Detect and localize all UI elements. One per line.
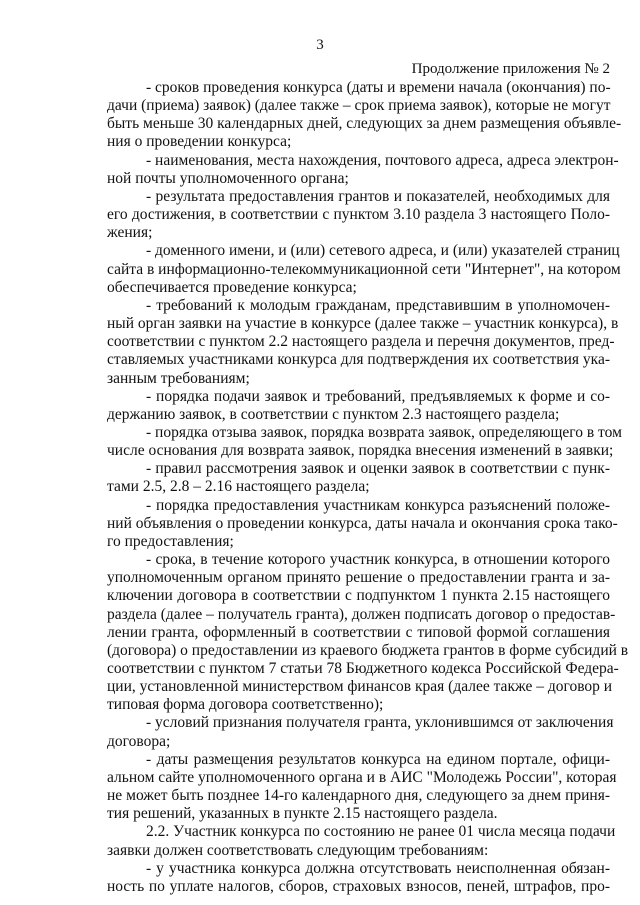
paragraph-line: тия решений, указанных в пункте 2.15 настоящего раздела. (107, 805, 498, 823)
paragraph-line: ставляемых участниками конкурса для подтверждения их соответствия ука- (107, 351, 610, 369)
paragraph-line: его достижения, в соответствии с пунктом 3.10 раздела 3 настоящего Поло- (107, 206, 610, 224)
paragraph-line: го предоставления; (107, 532, 234, 550)
paragraph-line: - доменного имени, и (или) сетевого адреса, и (или) указателей страниц (146, 242, 620, 260)
paragraph-line: - даты размещения результатов конкурса на едином портале, офици- (146, 750, 610, 768)
paragraph (107, 242, 621, 296)
paragraph-line: - сроков проведения конкурса (даты и времени начала (окончания) по- (146, 79, 611, 96)
paragraph-line: типовая форма договора соответственно); (107, 696, 384, 714)
paragraph-line: сайта в информационно-телекоммуникационной сети "Интернет", на котором (107, 260, 621, 278)
paragraph-line: уполномоченным органом принято решение о предоставлении гранта и за- (107, 569, 610, 587)
paragraph (107, 551, 629, 714)
paragraph-line: 2.2. Участник конкурса по состоянию не ранее 01 числа месяца подачи (146, 823, 616, 841)
paragraph-line: заявки должен соответствовать следующим требованиям: (107, 841, 489, 859)
paragraph (107, 460, 610, 496)
page-number: 3 (316, 37, 324, 53)
paragraph-line: - срока, в течение которого участник конкурса, в отношении которого (146, 551, 610, 569)
paragraph (107, 388, 610, 424)
paragraph-line: ность по уплате налогов, сборов, страховых взносов, пеней, штрафов, про- (107, 877, 610, 895)
document-body (107, 79, 629, 896)
paragraph-line: обеспечивается проведение конкурса; (107, 278, 357, 296)
paragraph-line: числе основания для возврата заявок, порядка внесения изменений в заявки; (107, 442, 614, 460)
paragraph-line: дачи (приема) заявок) (далее также – срок приема заявок), которые не могут (107, 97, 611, 115)
paragraph-line: ний объявления о проведении конкурса, даты начала и окончания срока тако- (107, 514, 618, 532)
paragraph-line: соответствии с пунктом 2.2 настоящего раздела и перечня документов, пред- (107, 333, 615, 351)
paragraph-line: - правил рассмотрения заявок и оценки заявок в соответствии с пунк- (146, 460, 610, 478)
paragraph-line: договора; (107, 732, 171, 750)
paragraph (107, 151, 619, 188)
paragraph-line: соответствии с пунктом 7 статьи 78 Бюджетного кодекса Российской Федера- (107, 660, 619, 677)
paragraph-line: ный орган заявки на участие в конкурсе (далее также – участник конкурса), в (107, 315, 619, 333)
paragraph-line: - порядка предоставления участникам конкурса разъяснений положе- (146, 496, 610, 514)
paragraph-line: - требований к молодым гражданам, представившим в уполномочен- (146, 296, 610, 314)
paragraph-line: - порядка подачи заявок и требований, предъявляемых к форме и со- (146, 387, 610, 405)
paragraph-line: - у участника конкурса должна отсутствовать неисполненная обязан- (146, 859, 610, 877)
paragraph-line: раздела (далее – получатель гранта), должен подписать договор о предостав- (107, 605, 616, 623)
paragraph-line: быть меньше 30 календарных дней, следующих за днем размещения объявле- (107, 115, 622, 133)
paragraph-line: держанию заявок, в соответствии с пунктом 2.3 настоящего раздела; (107, 405, 560, 423)
paragraph (107, 188, 610, 242)
paragraph-line: альном сайте уполномоченного органа и в АИС "Молодежь России", которая (107, 768, 617, 786)
paragraph (107, 296, 619, 388)
paragraph-line: не может быть позднее 14-го календарного дня, следующего за днем приня- (107, 787, 610, 805)
paragraph (107, 423, 622, 460)
paragraph-line: ной почты уполномоченного органа; (107, 169, 349, 187)
appendix-continuation-note: Продолжение приложения № 2 (411, 61, 610, 77)
paragraph (107, 79, 622, 152)
paragraph-line: - условий признания получателя гранта, уклонившимся от заключения (146, 714, 614, 732)
paragraph (107, 750, 617, 824)
paragraph-line: жения; (107, 224, 153, 242)
paragraph-line: - результата предоставления грантов и показателей, необходимых для (146, 187, 610, 205)
paragraph-line: ции, установленной министерством финансов края (далее также – договор и (107, 678, 613, 696)
paragraph-line: занным требованиям; (107, 369, 250, 387)
paragraph-line: лении гранта, оформленный в соответствии с типовой формой соглашения (107, 623, 610, 641)
paragraph-line: тами 2.5, 2.8 – 2.16 настоящего раздела; (107, 478, 370, 496)
paragraph (107, 823, 616, 859)
paragraph-line: (договора) о предоставлении из краевого бюджета грантов в форме субсидий в (107, 641, 629, 659)
paragraph (107, 860, 610, 896)
paragraph (107, 714, 614, 750)
paragraph-line: - порядка отзыва заявок, порядка возврата заявок, определяющего в том (146, 423, 622, 441)
paragraph-line: - наименования, места нахождения, почтового адреса, адреса электрон- (146, 151, 619, 169)
paragraph (107, 496, 618, 551)
paragraph-line: ключении договора в соответствии с подпунктом 1 пункта 2.15 настоящего (107, 587, 610, 605)
paragraph-line: ния о проведении конкурса; (107, 133, 292, 151)
